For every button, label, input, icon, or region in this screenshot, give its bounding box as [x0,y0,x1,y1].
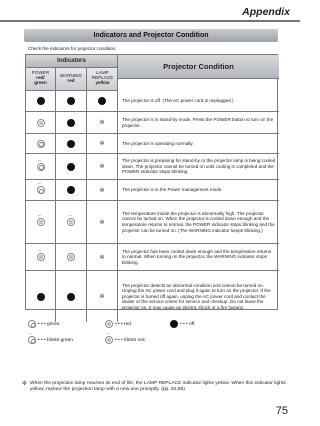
section-title: Appendix [242,6,290,18]
table-row [26,271,279,322]
power-indicator-cell [26,112,56,133]
lamp-indicator-off-icon [98,97,106,105]
condition-text: The projector is preparing for stand-by or the projector lamp is being cooled down. The projector cannot be turned on until cooling is completed and the POWER indicator stops blinking. [122,158,276,175]
column-lamp-replace [87,68,118,91]
column-warning-line1: WARNING [59,72,83,78]
lamp-off-star-icon: ✻ [99,164,105,170]
legend-blinks-red-label: • • • blinks red. [115,337,146,343]
header-rule [0,20,300,22]
blinking-green-indicator-icon [28,336,36,344]
lamp-indicator-cell [87,244,118,270]
power-indicator-cell [26,180,56,200]
power-indicator-blinking-green-icon [37,163,45,171]
lamp-indicator-cell [87,180,118,200]
table-row [26,112,279,134]
warning-indicator-cell [56,180,87,200]
warning-indicator-off-icon [67,140,75,148]
column-lamp-line1: LAMP [96,69,109,75]
lamp-off-star-icon: ✻ [99,294,105,300]
warning-indicator-cell [56,112,87,133]
power-indicator-cell [26,134,56,153]
column-lamp-line2: REPLACE [91,74,114,80]
power-indicator-off-icon [37,293,45,301]
off-indicator-icon [170,320,178,328]
power-indicator-off-icon [37,97,45,105]
table-row [26,201,279,244]
warning-indicator-cell [56,134,87,153]
power-indicator-green-icon [37,140,45,148]
column-lamp-line3: yellow [95,80,110,86]
warning-indicator-off-icon [67,119,75,127]
condition-text: The projector is off. (The AC power cord is unplugged.) [122,98,234,104]
power-indicator-cell [26,271,56,322]
warning-indicator-cell [56,154,87,179]
green-indicator-icon [28,320,36,328]
table-row [26,91,279,112]
indicator-subheader [26,68,118,91]
lamp-off-star-icon: ✻ [99,187,105,194]
lamp-indicator-cell [87,112,118,133]
warning-indicator-cell [56,271,87,322]
legend-blinks-red [105,336,146,344]
legend-red-label: • • • red [115,321,131,327]
page-title: Indicators and Projector Condition [24,29,278,42]
legend-red [105,320,131,328]
column-power-line2: red/ [36,74,45,80]
power-indicator-cell [26,154,56,179]
power-indicator-blinking-red-icon [37,218,45,226]
warning-indicator-off-icon [67,186,75,194]
table-row [26,154,279,180]
legend-off [170,320,194,328]
power-indicator-cell [26,244,56,270]
warning-indicator-blinking-red-icon [67,218,75,226]
table-row [26,180,279,201]
warning-indicator-off-icon [67,97,75,105]
condition-text: The projector is operating normally. [122,140,194,146]
lamp-indicator-cell [87,154,118,179]
lamp-off-star-icon: ✻ [99,254,105,261]
lamp-indicator-cell [87,201,118,243]
condition-text: The projector is in stand-by mode. Press the POWER button to turn on the projector. [122,116,274,128]
warning-indicator-off-icon [67,293,75,301]
warning-indicator-cell [56,244,87,270]
warning-indicator-cell [56,201,87,243]
column-warning-line2: red [67,77,75,83]
column-power-line3: green [34,80,47,86]
condition-text: The projector has been cooled down enough and the temperature returns to normal. When turning on the projector, the WARNING indicator stops blinking. [122,248,272,265]
table-row [26,244,279,271]
lamp-indicator-cell [87,271,118,322]
legend-green-label: • • • green. [38,321,61,327]
page-number: 75 [275,405,288,417]
header-indicators: Indicators [26,55,118,68]
footnote [22,381,290,393]
intro-text: Check the indicators for projector condition. [28,46,117,51]
warning-indicator-red-icon [67,253,75,261]
indicator-table [25,54,278,310]
red-indicator-icon [105,320,113,328]
power-indicator-blinking-red-icon [37,253,45,261]
column-power-line1: POWER [31,69,50,75]
column-warning [56,68,87,91]
lamp-off-star-icon: ✻ [99,141,105,147]
warning-indicator-cell [56,91,87,111]
asterisk-icon: ✻ [22,381,28,387]
lamp-indicator-cell [87,134,118,153]
blinking-red-indicator-icon [105,336,113,344]
condition-text: The temperature inside the projector is abnormally high. The projector cannot be turned on. When the projector is cooled down enough and the temperature returns to normal, the POWER indicator stops blinking and the projector can be turned on. (The WARNING indicator keeps blinking.) [122,210,275,233]
legend-blinks-green [28,336,74,344]
header-projector-condition: Projector Condition [118,55,279,79]
lamp-off-star-icon: ✻ [99,219,105,226]
footnote-text: When the projection lamp reaches its end of life, the LAMP REPLACE indicator lights yellow. When this indicator lights yellow, replace the projection lamp with a new one promptly. (pp. 62,68) [30,381,286,392]
lamp-off-star-icon: ✻ [99,120,105,126]
legend-green [28,320,61,328]
condition-text: The projector detects an abnormal condition and cannot be turned on. Unplug the AC power cord and plug it again to turn on the projector. If the projector is turned off again, unplug the AC power cord and contact the dealer or the service center for service and checkup. Do not leave the projector on. It may cause an electric shock or a fire hazard. [122,282,271,310]
column-power [26,68,56,91]
power-indicator-cell [26,201,56,243]
legend-blinks-green-label: • • • blinks green. [38,337,75,343]
legend-off-label: • • • off [180,321,195,327]
condition-text: The projector is in the Power management mode. [122,187,223,193]
table-row [26,134,279,154]
lamp-indicator-cell [87,91,118,111]
warning-indicator-off-icon [67,163,75,171]
power-indicator-cell [26,91,56,111]
power-indicator-red-icon [37,119,45,127]
power-indicator-blinking-green-icon [37,186,45,194]
